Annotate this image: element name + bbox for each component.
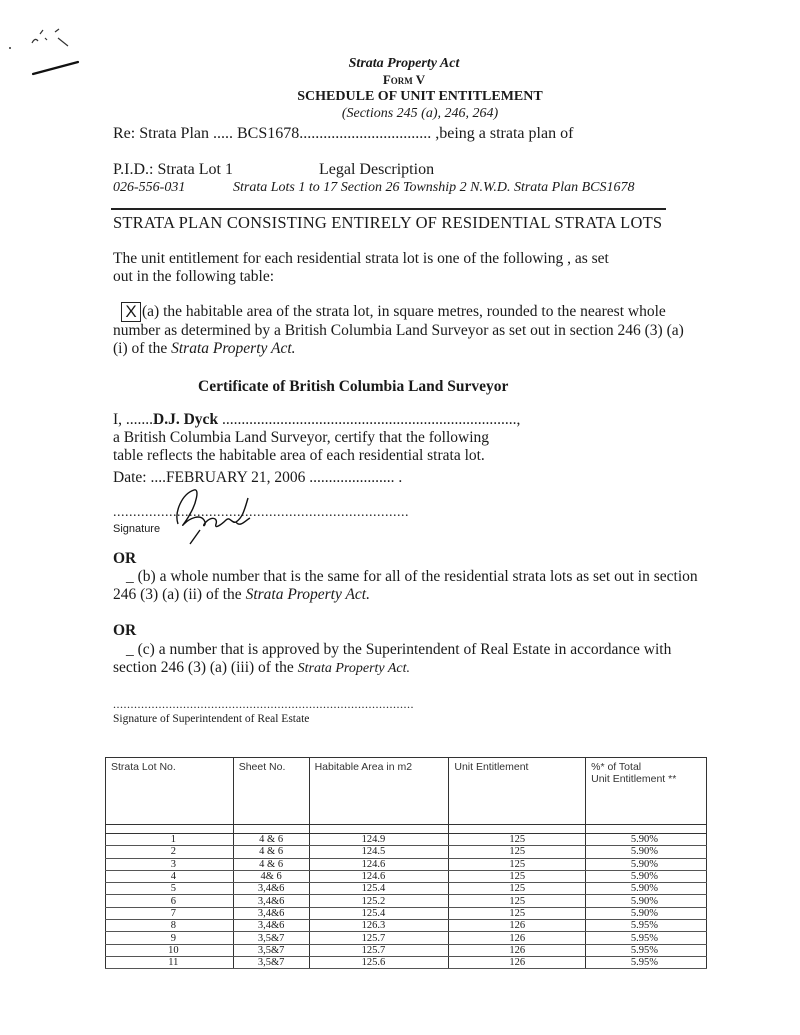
- cell-lot-number: 1: [106, 834, 234, 846]
- col-header-area: Habitable Area in m2: [309, 758, 449, 825]
- certificate-line: I, .......: [113, 411, 154, 428]
- cell-lot-number: 9: [106, 932, 234, 944]
- cell-percent-total: 5.90%: [586, 895, 707, 907]
- unit-entitlement-table: [105, 757, 707, 969]
- cell-lot-number: 10: [106, 944, 234, 956]
- table-row: [106, 920, 707, 932]
- table-row: [106, 907, 707, 919]
- cell-sheet-number: 3,5&7: [233, 932, 309, 944]
- superintendent-signature-line: ......................................................................................: [113, 697, 414, 711]
- table-row: [106, 846, 707, 858]
- cell-unit-entitlement: 126: [449, 944, 586, 956]
- cell-unit-entitlement: 126: [449, 956, 586, 968]
- option-b-paragraph: [113, 568, 698, 604]
- table-row: [106, 895, 707, 907]
- or-separator: OR: [113, 550, 137, 567]
- intro-line: out in the following table:: [113, 268, 275, 285]
- cell-lot-number: 11: [106, 956, 234, 968]
- certificate-line: ............................................................................,: [218, 411, 521, 428]
- cell-percent-total: 5.95%: [586, 944, 707, 956]
- cell-percent-total: 5.90%: [586, 870, 707, 882]
- table-row: [106, 956, 707, 968]
- act-reference: Strata Property Act.: [297, 661, 411, 676]
- table-row: [106, 834, 707, 846]
- cell-sheet-number: 4 & 6: [233, 858, 309, 870]
- intro-line: The unit entitlement for each residential strata lot is one of the following , as set: [113, 250, 609, 267]
- intro-paragraph: [113, 250, 609, 286]
- cell-sheet-number: 4& 6: [233, 870, 309, 882]
- act-reference: Strata Property Act.: [171, 340, 296, 357]
- cell-habitable-area: 124.6: [309, 858, 449, 870]
- cell-lot-number: 6: [106, 895, 234, 907]
- superintendent-signature-label: Signature of Superintendent of Real Estate: [113, 713, 310, 725]
- cell-habitable-area: 125.6: [309, 956, 449, 968]
- cell-sheet-number: 3,4&6: [233, 883, 309, 895]
- option-c-line: section 246 (3) (a) (iii) of the: [113, 659, 298, 676]
- form-title: Form V: [382, 72, 426, 87]
- cell-habitable-area: 125.4: [309, 907, 449, 919]
- section-divider: [111, 208, 666, 210]
- certificate-date: Date: ....FEBRUARY 21, 2006 ...................... .: [113, 469, 403, 486]
- cell-sheet-number: 3,4&6: [233, 895, 309, 907]
- cell-percent-total: 5.90%: [586, 846, 707, 858]
- table-row: [106, 858, 707, 870]
- cell-unit-entitlement: 125: [449, 895, 586, 907]
- cell-unit-entitlement: 125: [449, 846, 586, 858]
- table-spacer-row: [106, 825, 707, 834]
- cell-percent-total: 5.95%: [586, 932, 707, 944]
- cell-percent-total: 5.90%: [586, 834, 707, 846]
- cell-lot-number: 4: [106, 870, 234, 882]
- signature-label: Signature: [113, 523, 161, 535]
- cell-unit-entitlement: 125: [449, 907, 586, 919]
- certificate-heading: Certificate of British Columbia Land Surveyor: [198, 378, 509, 395]
- cell-unit-entitlement: 126: [449, 932, 586, 944]
- option-b-line: _ (b) a whole number that is the same for all of the residential strata lots as set out in section: [126, 568, 698, 585]
- col-header-percent-line: Unit Entitlement **: [591, 773, 677, 785]
- or-separator: OR: [113, 622, 137, 639]
- pid-label: P.I.D.: Strata Lot 1: [113, 161, 233, 178]
- col-header-lot: Strata Lot No.: [106, 758, 234, 825]
- cell-percent-total: 5.90%: [586, 883, 707, 895]
- cell-unit-entitlement: 125: [449, 834, 586, 846]
- option-a-line: (a) the habitable area of the strata lot, in square metres, rounded to the nearest whole: [142, 303, 666, 320]
- cell-sheet-number: 4 & 6: [233, 834, 309, 846]
- table-row: [106, 870, 707, 882]
- cell-unit-entitlement: 126: [449, 920, 586, 932]
- cell-habitable-area: 124.5: [309, 846, 449, 858]
- cell-percent-total: 5.90%: [586, 907, 707, 919]
- cell-percent-total: 5.95%: [586, 920, 707, 932]
- col-header-entitlement: Unit Entitlement: [449, 758, 586, 825]
- cell-lot-number: 8: [106, 920, 234, 932]
- act-reference: Strata Property Act.: [245, 586, 370, 603]
- act-title: Strata Property Act: [348, 56, 460, 71]
- cell-unit-entitlement: 125: [449, 870, 586, 882]
- schedule-title: SCHEDULE OF UNIT ENTITLEMENT: [297, 89, 543, 104]
- cell-unit-entitlement: 125: [449, 883, 586, 895]
- cell-habitable-area: 124.9: [309, 834, 449, 846]
- table-row: [106, 944, 707, 956]
- cell-habitable-area: 125.2: [309, 895, 449, 907]
- cell-unit-entitlement: 125: [449, 858, 586, 870]
- option-a-checkbox[interactable]: X: [121, 302, 141, 322]
- option-a-paragraph: [113, 302, 684, 358]
- table-row: [106, 883, 707, 895]
- cell-sheet-number: 4 & 6: [233, 846, 309, 858]
- col-header-percent: [586, 758, 707, 825]
- cell-sheet-number: 3,5&7: [233, 956, 309, 968]
- legal-description-label: Legal Description: [319, 161, 435, 178]
- cell-lot-number: 3: [106, 858, 234, 870]
- cell-lot-number: 7: [106, 907, 234, 919]
- cell-percent-total: 5.90%: [586, 858, 707, 870]
- signature-line: ..........................................................................: [113, 505, 409, 520]
- col-header-percent-line: %* of Total: [591, 761, 642, 773]
- col-header-sheet: Sheet No.: [233, 758, 309, 825]
- certificate-line: table reflects the habitable area of each residential strata lot.: [113, 447, 485, 464]
- option-b-line: 246 (3) (a) (ii) of the: [113, 586, 246, 603]
- cell-habitable-area: 125.7: [309, 932, 449, 944]
- cell-sheet-number: 3,5&7: [233, 944, 309, 956]
- pid-value: 026-556-031: [113, 180, 186, 195]
- certificate-body: [113, 411, 520, 465]
- cell-lot-number: 5: [106, 883, 234, 895]
- option-a-line: (i) of the: [113, 340, 172, 357]
- option-c-line: _ (c) a number that is approved by the Superintendent of Real Estate in accordance with: [126, 641, 672, 658]
- cell-habitable-area: 126.3: [309, 920, 449, 932]
- cell-habitable-area: 125.7: [309, 944, 449, 956]
- strata-plan-reference: Re: Strata Plan ..... BCS1678................................. ,being a strata plan of: [113, 125, 574, 142]
- table-row: [106, 932, 707, 944]
- cell-percent-total: 5.95%: [586, 956, 707, 968]
- surveyor-name: D.J. Dyck: [153, 411, 219, 428]
- cell-sheet-number: 3,4&6: [233, 920, 309, 932]
- cell-habitable-area: 125.4: [309, 883, 449, 895]
- certificate-line: a British Columbia Land Surveyor, certify that the following: [113, 429, 490, 446]
- cell-habitable-area: 124.6: [309, 870, 449, 882]
- cell-lot-number: 2: [106, 846, 234, 858]
- option-a-line: number as determined by a British Columbia Land Surveyor as set out in section 246 (3) (a): [113, 322, 684, 339]
- sections-reference: (Sections 245 (a), 246, 264): [341, 106, 499, 121]
- legal-description-value: Strata Lots 1 to 17 Section 26 Township 2 N.W.D. Strata Plan BCS1678: [233, 180, 635, 195]
- option-c-paragraph: [113, 641, 671, 678]
- strata-plan-heading: STRATA PLAN CONSISTING ENTIRELY OF RESIDENTIAL STRATA LOTS: [113, 213, 663, 232]
- cell-sheet-number: 3,4&6: [233, 907, 309, 919]
- table-header-row: [106, 758, 707, 825]
